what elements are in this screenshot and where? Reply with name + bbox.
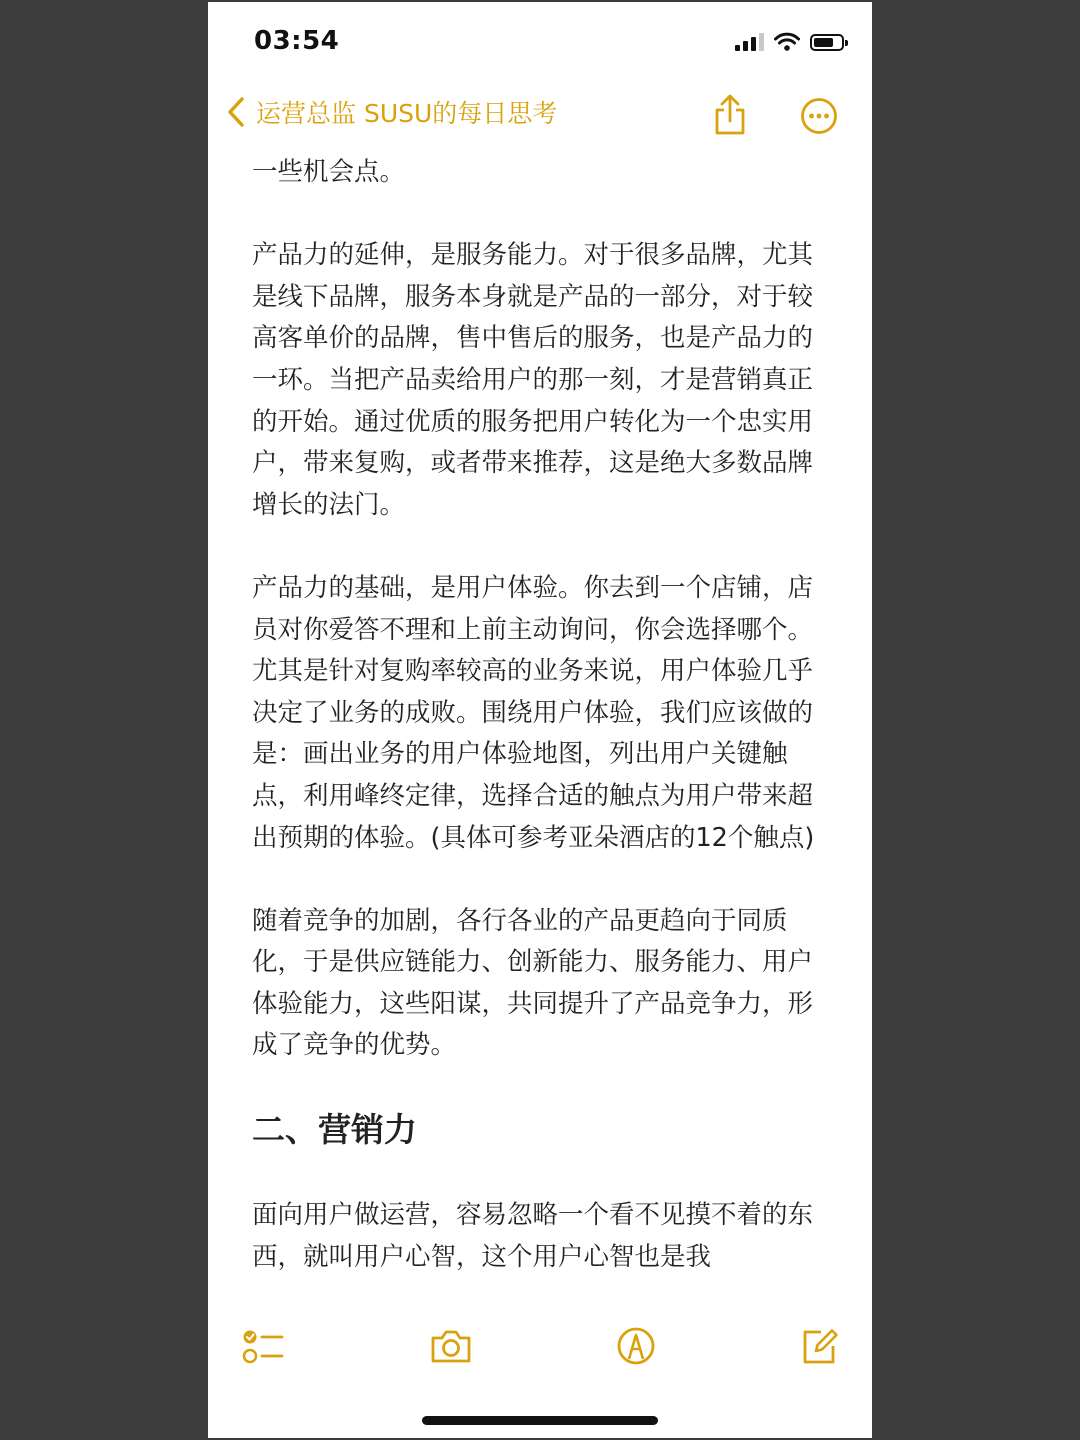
chevron-left-icon: [226, 96, 246, 128]
status-bar: [208, 2, 872, 82]
note-paragraph-3: 产品力的基础，是用户体验。你去到一个店铺，店员对你爱答不理和上前主动询问，你会选择哪个。尤其是针对复购率较高的业务来说，用户体验几乎决定了业务的成败。围绕用户体验，我们应该做的是：画出业务的用户体验地图，列出用户关键触点，利用峰终定律，选择合适的触点为用户带来超出预期的体验。(具体可参考亚朵酒店的12个触点): [252, 572, 815, 853]
ellipsis-circle-icon[interactable]: [800, 97, 838, 135]
note-body[interactable]: [252, 152, 832, 1302]
note-heading: 二、营销力: [252, 1110, 417, 1150]
battery-icon: [810, 34, 844, 51]
note-paragraph-4: 随着竞争的加剧，各行各业的产品更趋向于同质化，于是供应链能力、创新能力、服务能力、用户体验能力，这些阳谋，共同提升了产品竞争力，形成了竞争的优势。: [252, 905, 814, 1061]
compose-icon[interactable]: [800, 1326, 840, 1366]
wifi-icon: [774, 32, 800, 52]
share-icon[interactable]: [712, 94, 748, 136]
nav-bar: [208, 84, 872, 150]
home-indicator[interactable]: [422, 1416, 658, 1425]
camera-icon[interactable]: [429, 1326, 473, 1366]
note-paragraph-1: 一些机会点。: [252, 157, 406, 187]
bottom-toolbar: [208, 1308, 872, 1388]
notes-app-screen: [208, 2, 872, 1438]
checklist-icon[interactable]: [242, 1326, 284, 1366]
back-folder-title: 运营总监 SUSU的每日思考: [256, 99, 558, 128]
markup-pen-icon[interactable]: [616, 1326, 656, 1366]
back-button[interactable]: [226, 94, 557, 130]
note-paragraph-2: 产品力的延伸，是服务能力。对于很多品牌，尤其是线下品牌，服务本身就是产品的一部分，对于较高客单价的品牌，售中售后的服务，也是产品力的一环。当把产品卖给用户的那一刻，才是营销真正的开始。通过优质的服务把用户转化为一个忠实用户，带来复购，或者带来推荐，这是绝大多数品牌增长的法门。: [252, 240, 814, 520]
note-paragraph-5: 面向用户做运营，容易忽略一个看不见摸不着的东西，就叫用户心智，这个用户心智也是我: [252, 1200, 814, 1272]
cellular-signal-icon: [735, 33, 764, 51]
status-time: 03:54: [254, 26, 340, 56]
status-icons: [735, 32, 844, 52]
